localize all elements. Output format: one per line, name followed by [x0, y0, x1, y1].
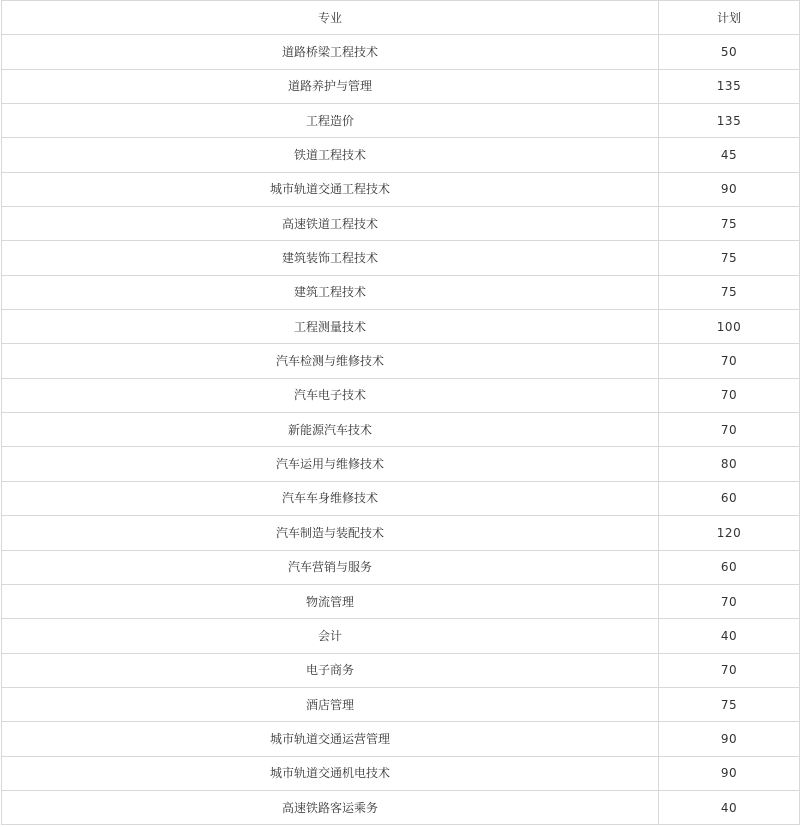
plan-cell: 100: [659, 310, 800, 344]
major-cell: 汽车车身维修技术: [2, 481, 659, 515]
plan-cell: 80: [659, 447, 800, 481]
major-cell: 汽车运用与维修技术: [2, 447, 659, 481]
plan-cell: 40: [659, 790, 800, 824]
table-row: [2, 241, 800, 275]
major-cell: 电子商务: [2, 653, 659, 687]
major-cell: 汽车检测与维修技术: [2, 344, 659, 378]
table-row: [2, 447, 800, 481]
table-row: [2, 619, 800, 653]
table-row: [2, 378, 800, 412]
table-row: [2, 550, 800, 584]
major-cell: 新能源汽车技术: [2, 413, 659, 447]
table-row: [2, 138, 800, 172]
plan-cell: 135: [659, 69, 800, 103]
table-row: [2, 653, 800, 687]
major-cell: 建筑装饰工程技术: [2, 241, 659, 275]
plan-cell: 90: [659, 172, 800, 206]
plan-cell: 75: [659, 241, 800, 275]
major-cell: 铁道工程技术: [2, 138, 659, 172]
plan-cell: 70: [659, 378, 800, 412]
column-header-plan: 计划: [659, 1, 800, 35]
table-row: [2, 481, 800, 515]
major-cell: 汽车制造与装配技术: [2, 516, 659, 550]
major-cell: 城市轨道交通机电技术: [2, 756, 659, 790]
plan-cell: 135: [659, 104, 800, 138]
enrollment-plan-table: [1, 0, 800, 825]
table-body: [2, 35, 800, 825]
plan-cell: 120: [659, 516, 800, 550]
table-row: [2, 790, 800, 824]
plan-cell: 40: [659, 619, 800, 653]
major-cell: 高速铁路客运乘务: [2, 790, 659, 824]
plan-cell: 90: [659, 722, 800, 756]
table-row: [2, 516, 800, 550]
table-row: [2, 722, 800, 756]
major-cell: 工程测量技术: [2, 310, 659, 344]
plan-cell: 90: [659, 756, 800, 790]
plan-cell: 70: [659, 584, 800, 618]
major-cell: 工程造价: [2, 104, 659, 138]
table-row: [2, 35, 800, 69]
plan-cell: 70: [659, 413, 800, 447]
major-cell: 建筑工程技术: [2, 275, 659, 309]
plan-cell: 75: [659, 275, 800, 309]
table-row: [2, 104, 800, 138]
plan-cell: 60: [659, 550, 800, 584]
major-cell: 城市轨道交通工程技术: [2, 172, 659, 206]
table-row: [2, 207, 800, 241]
table-row: [2, 275, 800, 309]
major-cell: 酒店管理: [2, 687, 659, 721]
plan-cell: 75: [659, 687, 800, 721]
table-row: [2, 756, 800, 790]
plan-cell: 70: [659, 344, 800, 378]
plan-cell: 70: [659, 653, 800, 687]
major-cell: 城市轨道交通运营管理: [2, 722, 659, 756]
major-cell: 汽车营销与服务: [2, 550, 659, 584]
plan-cell: 50: [659, 35, 800, 69]
table-header-row: [2, 1, 800, 35]
column-header-major: 专业: [2, 1, 659, 35]
plan-cell: 45: [659, 138, 800, 172]
table-row: [2, 69, 800, 103]
table-row: [2, 413, 800, 447]
table-row: [2, 584, 800, 618]
major-cell: 道路养护与管理: [2, 69, 659, 103]
major-cell: 汽车电子技术: [2, 378, 659, 412]
plan-cell: 60: [659, 481, 800, 515]
major-cell: 高速铁道工程技术: [2, 207, 659, 241]
table-row: [2, 310, 800, 344]
major-cell: 会计: [2, 619, 659, 653]
major-cell: 物流管理: [2, 584, 659, 618]
plan-cell: 75: [659, 207, 800, 241]
table-row: [2, 344, 800, 378]
table-row: [2, 172, 800, 206]
major-cell: 道路桥梁工程技术: [2, 35, 659, 69]
table-row: [2, 687, 800, 721]
